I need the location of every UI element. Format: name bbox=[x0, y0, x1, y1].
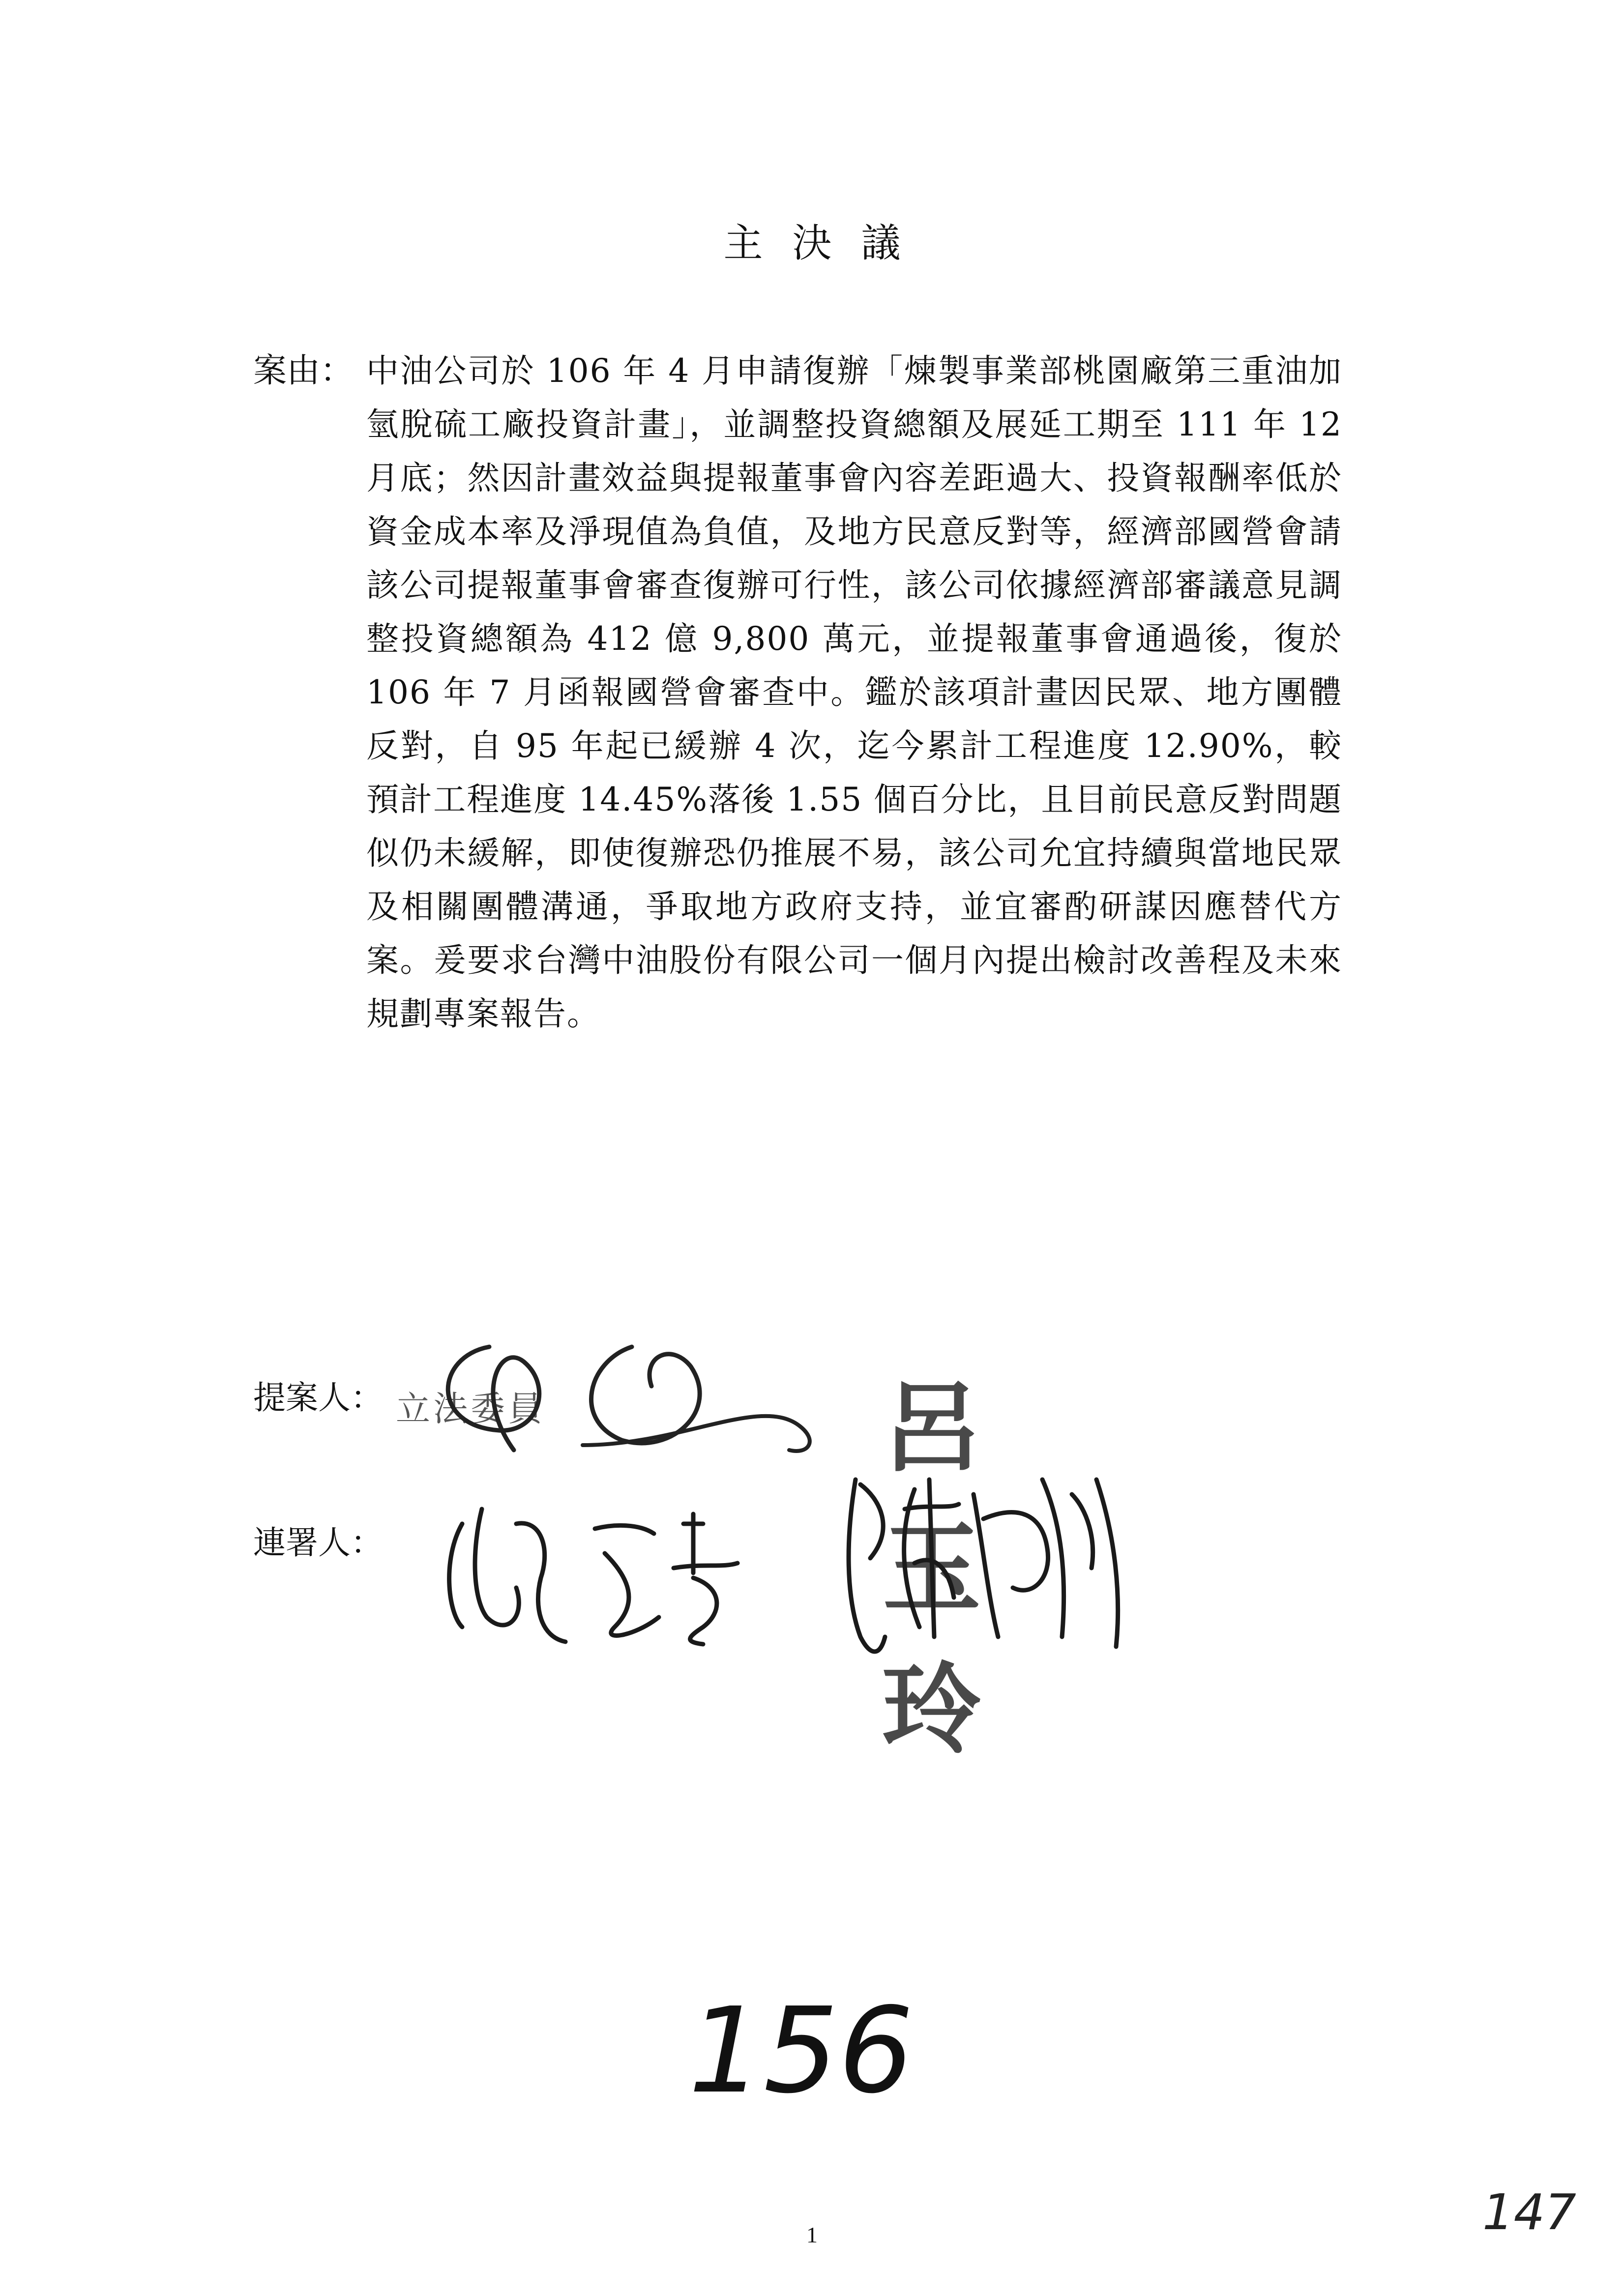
cosigner-label: 連署人： bbox=[253, 1524, 383, 1562]
reason-text: 中油公司於 106 年 4 月申請復辦「煉製事業部桃園廠第三重油加氫脫硫工廠投資計畫」，並調整投資總額及展延工期至 111 年 12 月底；然因計畫效益與提報董事會內容差距過大、投資報酬率低於資金成本率及淨現值為負值，及地方民意反對等，經濟部國營會請該公司提報董事會審查復辦可行性，該公司依據經濟部審議意見調整投資總額為 412 億 9,800 萬元，並提報董事會通過後，復於 106 年 7 月函報國營會審查中。鑑於該項計畫因民眾、地方團體反對，自 95 年起已緩辦 4 次，迄今累計工程進度 12.90%，較預計工程進度 14.45%落後 1.55 個百分比，且目前民意反對問題似仍未緩解，即使復辦恐仍推展不易，該公司允宜持續與當地民眾及相關團體溝通，爭取地方政府支持，並宜審酌研謀因應替代方案。爰要求台灣中油股份有限公司一個月內提出檢討改善程及未來規劃專案報告。 bbox=[366, 352, 1342, 1033]
cosigner-signature-1 bbox=[449, 1509, 738, 1644]
proposer-stamp-caption: 立法委員 bbox=[396, 1389, 545, 1429]
cosigner-signatures bbox=[428, 1450, 1190, 1671]
cosigner-signature-2 bbox=[849, 1480, 1118, 1652]
handwritten-number bbox=[683, 1978, 959, 2116]
proposer-name: 呂玉玲 bbox=[883, 1370, 1055, 1768]
corner-handwritten-number bbox=[1477, 2178, 1595, 2246]
svg-text:147: 147 bbox=[1482, 2183, 1576, 2241]
document-title: 主決議 bbox=[723, 220, 930, 266]
proposer-label: 提案人： bbox=[253, 1379, 383, 1417]
svg-text:156: 156 bbox=[688, 1982, 914, 2116]
reason-label: 案由： bbox=[253, 351, 354, 390]
page-number: 1 bbox=[806, 2222, 818, 2247]
